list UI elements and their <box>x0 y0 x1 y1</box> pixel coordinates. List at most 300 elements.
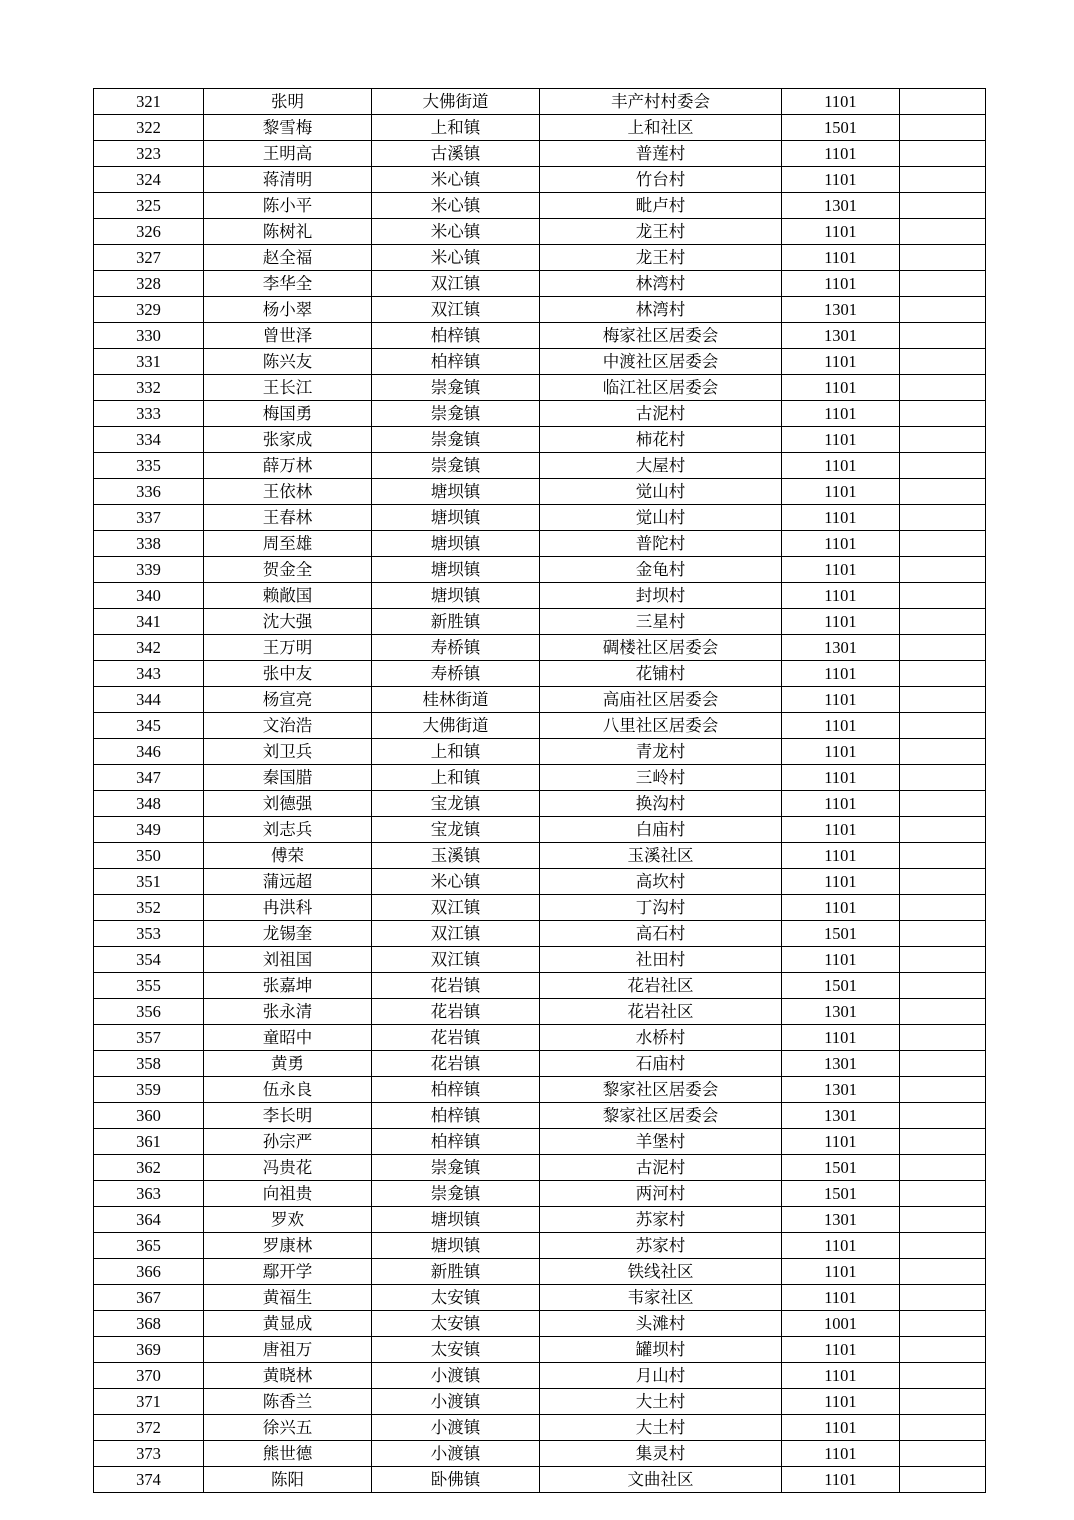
cell-sequence: 350 <box>94 843 204 869</box>
table-row <box>94 1233 986 1259</box>
cell-sequence: 369 <box>94 1337 204 1363</box>
cell-town: 塘坝镇 <box>372 557 540 583</box>
cell-town: 太安镇 <box>372 1337 540 1363</box>
cell-code: 1301 <box>782 1103 900 1129</box>
table-row <box>94 609 986 635</box>
cell-village: 碉楼社区居委会 <box>540 635 782 661</box>
table-row <box>94 1155 986 1181</box>
cell-name: 王万明 <box>204 635 372 661</box>
cell-village: 龙王村 <box>540 219 782 245</box>
cell-remark <box>900 453 986 479</box>
cell-sequence: 331 <box>94 349 204 375</box>
cell-village: 两河村 <box>540 1181 782 1207</box>
cell-town: 花岩镇 <box>372 1025 540 1051</box>
cell-village: 高坎村 <box>540 869 782 895</box>
cell-code: 1101 <box>782 141 900 167</box>
cell-village: 丰产村村委会 <box>540 89 782 115</box>
table-row <box>94 921 986 947</box>
table-row <box>94 1051 986 1077</box>
cell-village: 羊堡村 <box>540 1129 782 1155</box>
cell-town: 上和镇 <box>372 115 540 141</box>
table-row <box>94 1389 986 1415</box>
cell-remark <box>900 505 986 531</box>
cell-remark <box>900 947 986 973</box>
cell-town: 桂林街道 <box>372 687 540 713</box>
cell-code: 1301 <box>782 297 900 323</box>
cell-name: 杨小翠 <box>204 297 372 323</box>
cell-village: 三岭村 <box>540 765 782 791</box>
cell-name: 陈兴友 <box>204 349 372 375</box>
table-row <box>94 1285 986 1311</box>
cell-sequence: 346 <box>94 739 204 765</box>
table-row <box>94 115 986 141</box>
cell-name: 文治浩 <box>204 713 372 739</box>
table-row <box>94 89 986 115</box>
cell-sequence: 362 <box>94 1155 204 1181</box>
cell-code: 1101 <box>782 687 900 713</box>
cell-sequence: 364 <box>94 1207 204 1233</box>
cell-code: 1301 <box>782 1077 900 1103</box>
cell-sequence: 321 <box>94 89 204 115</box>
cell-name: 刘志兵 <box>204 817 372 843</box>
cell-code: 1001 <box>782 1311 900 1337</box>
cell-village: 三星村 <box>540 609 782 635</box>
table-row <box>94 505 986 531</box>
cell-code: 1101 <box>782 1415 900 1441</box>
cell-remark <box>900 89 986 115</box>
table-row <box>94 843 986 869</box>
cell-code: 1501 <box>782 1155 900 1181</box>
cell-village: 黎家社区居委会 <box>540 1077 782 1103</box>
cell-code: 1101 <box>782 453 900 479</box>
cell-village: 竹台村 <box>540 167 782 193</box>
table-row <box>94 427 986 453</box>
cell-village: 白庙村 <box>540 817 782 843</box>
cell-village: 花岩社区 <box>540 973 782 999</box>
cell-name: 黎雪梅 <box>204 115 372 141</box>
cell-town: 小渡镇 <box>372 1441 540 1467</box>
cell-sequence: 343 <box>94 661 204 687</box>
cell-name: 薛万林 <box>204 453 372 479</box>
cell-village: 丁沟村 <box>540 895 782 921</box>
cell-code: 1101 <box>782 375 900 401</box>
table-row <box>94 1441 986 1467</box>
cell-town: 大佛街道 <box>372 713 540 739</box>
cell-village: 黎家社区居委会 <box>540 1103 782 1129</box>
cell-village: 梅家社区居委会 <box>540 323 782 349</box>
cell-remark <box>900 1155 986 1181</box>
cell-code: 1101 <box>782 1337 900 1363</box>
table-row <box>94 765 986 791</box>
cell-town: 寿桥镇 <box>372 661 540 687</box>
cell-remark <box>900 1181 986 1207</box>
cell-remark <box>900 141 986 167</box>
cell-village: 柿花村 <box>540 427 782 453</box>
table-row <box>94 1259 986 1285</box>
cell-sequence: 348 <box>94 791 204 817</box>
cell-code: 1101 <box>782 947 900 973</box>
cell-sequence: 330 <box>94 323 204 349</box>
cell-name: 黄福生 <box>204 1285 372 1311</box>
cell-code: 1101 <box>782 219 900 245</box>
cell-sequence: 353 <box>94 921 204 947</box>
cell-remark <box>900 1207 986 1233</box>
cell-remark <box>900 791 986 817</box>
cell-code: 1101 <box>782 1129 900 1155</box>
cell-remark <box>900 1103 986 1129</box>
cell-name: 黄显成 <box>204 1311 372 1337</box>
cell-name: 黄晓林 <box>204 1363 372 1389</box>
cell-code: 1101 <box>782 1467 900 1493</box>
cell-remark <box>900 895 986 921</box>
cell-sequence: 336 <box>94 479 204 505</box>
cell-sequence: 333 <box>94 401 204 427</box>
cell-sequence: 351 <box>94 869 204 895</box>
cell-name: 龙锡奎 <box>204 921 372 947</box>
cell-code: 1101 <box>782 1259 900 1285</box>
cell-sequence: 335 <box>94 453 204 479</box>
cell-remark <box>900 1077 986 1103</box>
cell-name: 张永清 <box>204 999 372 1025</box>
cell-name: 梅国勇 <box>204 401 372 427</box>
cell-sequence: 345 <box>94 713 204 739</box>
cell-town: 柏梓镇 <box>372 1077 540 1103</box>
cell-town: 玉溪镇 <box>372 843 540 869</box>
cell-code: 1101 <box>782 1285 900 1311</box>
cell-code: 1101 <box>782 167 900 193</box>
records-table <box>93 88 986 1493</box>
cell-code: 1301 <box>782 323 900 349</box>
cell-sequence: 363 <box>94 1181 204 1207</box>
cell-town: 上和镇 <box>372 739 540 765</box>
cell-village: 头滩村 <box>540 1311 782 1337</box>
cell-remark <box>900 1025 986 1051</box>
cell-town: 小渡镇 <box>372 1363 540 1389</box>
table-row <box>94 1311 986 1337</box>
cell-village: 大土村 <box>540 1389 782 1415</box>
cell-code: 1301 <box>782 999 900 1025</box>
cell-remark <box>900 1467 986 1493</box>
cell-village: 花铺村 <box>540 661 782 687</box>
cell-sequence: 342 <box>94 635 204 661</box>
cell-code: 1101 <box>782 505 900 531</box>
table-row <box>94 791 986 817</box>
cell-town: 塘坝镇 <box>372 505 540 531</box>
cell-remark <box>900 843 986 869</box>
cell-remark <box>900 1363 986 1389</box>
cell-town: 柏梓镇 <box>372 349 540 375</box>
cell-code: 1101 <box>782 713 900 739</box>
cell-sequence: 322 <box>94 115 204 141</box>
cell-town: 上和镇 <box>372 765 540 791</box>
cell-name: 王春林 <box>204 505 372 531</box>
cell-town: 米心镇 <box>372 219 540 245</box>
cell-code: 1101 <box>782 427 900 453</box>
cell-village: 古泥村 <box>540 1155 782 1181</box>
cell-village: 林湾村 <box>540 297 782 323</box>
cell-village: 大屋村 <box>540 453 782 479</box>
cell-town: 花岩镇 <box>372 1051 540 1077</box>
cell-code: 1501 <box>782 921 900 947</box>
cell-remark <box>900 1389 986 1415</box>
cell-town: 宝龙镇 <box>372 791 540 817</box>
table-row <box>94 401 986 427</box>
cell-remark <box>900 115 986 141</box>
cell-sequence: 329 <box>94 297 204 323</box>
cell-code: 1101 <box>782 1233 900 1259</box>
cell-town: 大佛街道 <box>372 89 540 115</box>
cell-town: 崇龛镇 <box>372 1181 540 1207</box>
cell-remark <box>900 583 986 609</box>
cell-name: 张家成 <box>204 427 372 453</box>
cell-name: 孙宗严 <box>204 1129 372 1155</box>
cell-code: 1301 <box>782 1051 900 1077</box>
cell-code: 1101 <box>782 869 900 895</box>
cell-village: 文曲社区 <box>540 1467 782 1493</box>
cell-name: 王明高 <box>204 141 372 167</box>
cell-village: 金龟村 <box>540 557 782 583</box>
cell-remark <box>900 869 986 895</box>
cell-name: 张明 <box>204 89 372 115</box>
cell-village: 玉溪社区 <box>540 843 782 869</box>
table-row <box>94 817 986 843</box>
cell-remark <box>900 557 986 583</box>
cell-village: 罐坝村 <box>540 1337 782 1363</box>
cell-code: 1101 <box>782 895 900 921</box>
cell-remark <box>900 973 986 999</box>
cell-code: 1101 <box>782 271 900 297</box>
cell-code: 1101 <box>782 401 900 427</box>
cell-town: 双江镇 <box>372 271 540 297</box>
table-row <box>94 895 986 921</box>
cell-name: 王长江 <box>204 375 372 401</box>
cell-name: 罗欢 <box>204 1207 372 1233</box>
cell-town: 双江镇 <box>372 297 540 323</box>
cell-code: 1101 <box>782 245 900 271</box>
cell-sequence: 338 <box>94 531 204 557</box>
cell-name: 李长明 <box>204 1103 372 1129</box>
cell-town: 新胜镇 <box>372 609 540 635</box>
cell-name: 唐祖万 <box>204 1337 372 1363</box>
cell-town: 小渡镇 <box>372 1415 540 1441</box>
cell-town: 塘坝镇 <box>372 1233 540 1259</box>
cell-code: 1101 <box>782 843 900 869</box>
cell-name: 向祖贵 <box>204 1181 372 1207</box>
cell-village: 大土村 <box>540 1415 782 1441</box>
cell-name: 冯贵花 <box>204 1155 372 1181</box>
table-row <box>94 557 986 583</box>
cell-remark <box>900 687 986 713</box>
cell-sequence: 340 <box>94 583 204 609</box>
cell-code: 1101 <box>782 479 900 505</box>
table-row <box>94 1363 986 1389</box>
cell-town: 寿桥镇 <box>372 635 540 661</box>
table-row <box>94 167 986 193</box>
cell-town: 崇龛镇 <box>372 375 540 401</box>
cell-remark <box>900 349 986 375</box>
cell-village: 龙王村 <box>540 245 782 271</box>
table-row <box>94 479 986 505</box>
table-row <box>94 193 986 219</box>
table-row <box>94 713 986 739</box>
cell-code: 1101 <box>782 531 900 557</box>
cell-sequence: 361 <box>94 1129 204 1155</box>
cell-code: 1101 <box>782 583 900 609</box>
cell-code: 1501 <box>782 973 900 999</box>
cell-sequence: 324 <box>94 167 204 193</box>
cell-code: 1101 <box>782 739 900 765</box>
cell-name: 傅荣 <box>204 843 372 869</box>
cell-code: 1101 <box>782 349 900 375</box>
cell-sequence: 366 <box>94 1259 204 1285</box>
cell-remark <box>900 1311 986 1337</box>
cell-town: 崇龛镇 <box>372 1155 540 1181</box>
cell-name: 刘卫兵 <box>204 739 372 765</box>
cell-name: 罗康林 <box>204 1233 372 1259</box>
table-row <box>94 583 986 609</box>
cell-remark <box>900 427 986 453</box>
cell-remark <box>900 1285 986 1311</box>
cell-code: 1101 <box>782 765 900 791</box>
cell-town: 米心镇 <box>372 869 540 895</box>
cell-remark <box>900 1415 986 1441</box>
table-row <box>94 245 986 271</box>
cell-village: 普陀村 <box>540 531 782 557</box>
cell-sequence: 337 <box>94 505 204 531</box>
cell-village: 换沟村 <box>540 791 782 817</box>
cell-code: 1301 <box>782 1207 900 1233</box>
cell-town: 塘坝镇 <box>372 583 540 609</box>
cell-village: 高庙社区居委会 <box>540 687 782 713</box>
cell-town: 塘坝镇 <box>372 479 540 505</box>
cell-remark <box>900 193 986 219</box>
cell-name: 蒋清明 <box>204 167 372 193</box>
cell-village: 集灵村 <box>540 1441 782 1467</box>
cell-town: 卧佛镇 <box>372 1467 540 1493</box>
table-row <box>94 687 986 713</box>
cell-remark <box>900 661 986 687</box>
cell-remark <box>900 739 986 765</box>
cell-code: 1501 <box>782 1181 900 1207</box>
cell-sequence: 354 <box>94 947 204 973</box>
cell-town: 双江镇 <box>372 947 540 973</box>
cell-remark <box>900 271 986 297</box>
table-row <box>94 661 986 687</box>
cell-village: 苏家村 <box>540 1207 782 1233</box>
table-row <box>94 323 986 349</box>
cell-village: 觉山村 <box>540 479 782 505</box>
cell-remark <box>900 635 986 661</box>
cell-sequence: 372 <box>94 1415 204 1441</box>
cell-town: 崇龛镇 <box>372 401 540 427</box>
cell-sequence: 357 <box>94 1025 204 1051</box>
cell-village: 石庙村 <box>540 1051 782 1077</box>
cell-sequence: 327 <box>94 245 204 271</box>
cell-name: 鄢开学 <box>204 1259 372 1285</box>
cell-remark <box>900 401 986 427</box>
cell-sequence: 367 <box>94 1285 204 1311</box>
cell-village: 社田村 <box>540 947 782 973</box>
table-row <box>94 1129 986 1155</box>
cell-remark <box>900 921 986 947</box>
cell-sequence: 355 <box>94 973 204 999</box>
cell-village: 铁线社区 <box>540 1259 782 1285</box>
cell-code: 1101 <box>782 1363 900 1389</box>
cell-name: 刘德强 <box>204 791 372 817</box>
cell-name: 陈阳 <box>204 1467 372 1493</box>
table-row <box>94 1337 986 1363</box>
table-row <box>94 1025 986 1051</box>
cell-remark <box>900 245 986 271</box>
cell-remark <box>900 479 986 505</box>
cell-sequence: 368 <box>94 1311 204 1337</box>
cell-remark <box>900 375 986 401</box>
cell-code: 1501 <box>782 115 900 141</box>
table-row <box>94 375 986 401</box>
cell-sequence: 347 <box>94 765 204 791</box>
cell-name: 熊世德 <box>204 1441 372 1467</box>
cell-town: 花岩镇 <box>372 999 540 1025</box>
table-row <box>94 531 986 557</box>
cell-remark <box>900 219 986 245</box>
cell-sequence: 334 <box>94 427 204 453</box>
table-row <box>94 453 986 479</box>
cell-remark <box>900 817 986 843</box>
cell-name: 陈小平 <box>204 193 372 219</box>
cell-name: 伍永良 <box>204 1077 372 1103</box>
cell-code: 1101 <box>782 1389 900 1415</box>
table-row <box>94 349 986 375</box>
cell-code: 1101 <box>782 609 900 635</box>
cell-name: 张嘉坤 <box>204 973 372 999</box>
cell-remark <box>900 713 986 739</box>
cell-name: 秦国腊 <box>204 765 372 791</box>
cell-remark <box>900 297 986 323</box>
cell-sequence: 358 <box>94 1051 204 1077</box>
cell-sequence: 325 <box>94 193 204 219</box>
cell-town: 柏梓镇 <box>372 1103 540 1129</box>
cell-sequence: 374 <box>94 1467 204 1493</box>
table-row <box>94 1467 986 1493</box>
cell-village: 毗卢村 <box>540 193 782 219</box>
table-row <box>94 947 986 973</box>
cell-name: 冉洪科 <box>204 895 372 921</box>
cell-town: 双江镇 <box>372 921 540 947</box>
cell-name: 李华全 <box>204 271 372 297</box>
cell-name: 赵全福 <box>204 245 372 271</box>
table-row <box>94 1207 986 1233</box>
cell-remark <box>900 765 986 791</box>
cell-village: 上和社区 <box>540 115 782 141</box>
table-row <box>94 1181 986 1207</box>
cell-code: 1101 <box>782 817 900 843</box>
table-row <box>94 1415 986 1441</box>
cell-code: 1101 <box>782 791 900 817</box>
table-row <box>94 297 986 323</box>
cell-village: 林湾村 <box>540 271 782 297</box>
cell-name: 蒲远超 <box>204 869 372 895</box>
cell-sequence: 332 <box>94 375 204 401</box>
cell-village: 水桥村 <box>540 1025 782 1051</box>
cell-remark <box>900 1233 986 1259</box>
cell-town: 米心镇 <box>372 167 540 193</box>
cell-town: 塘坝镇 <box>372 531 540 557</box>
cell-name: 黄勇 <box>204 1051 372 1077</box>
cell-name: 张中友 <box>204 661 372 687</box>
cell-sequence: 323 <box>94 141 204 167</box>
cell-sequence: 352 <box>94 895 204 921</box>
cell-village: 中渡社区居委会 <box>540 349 782 375</box>
